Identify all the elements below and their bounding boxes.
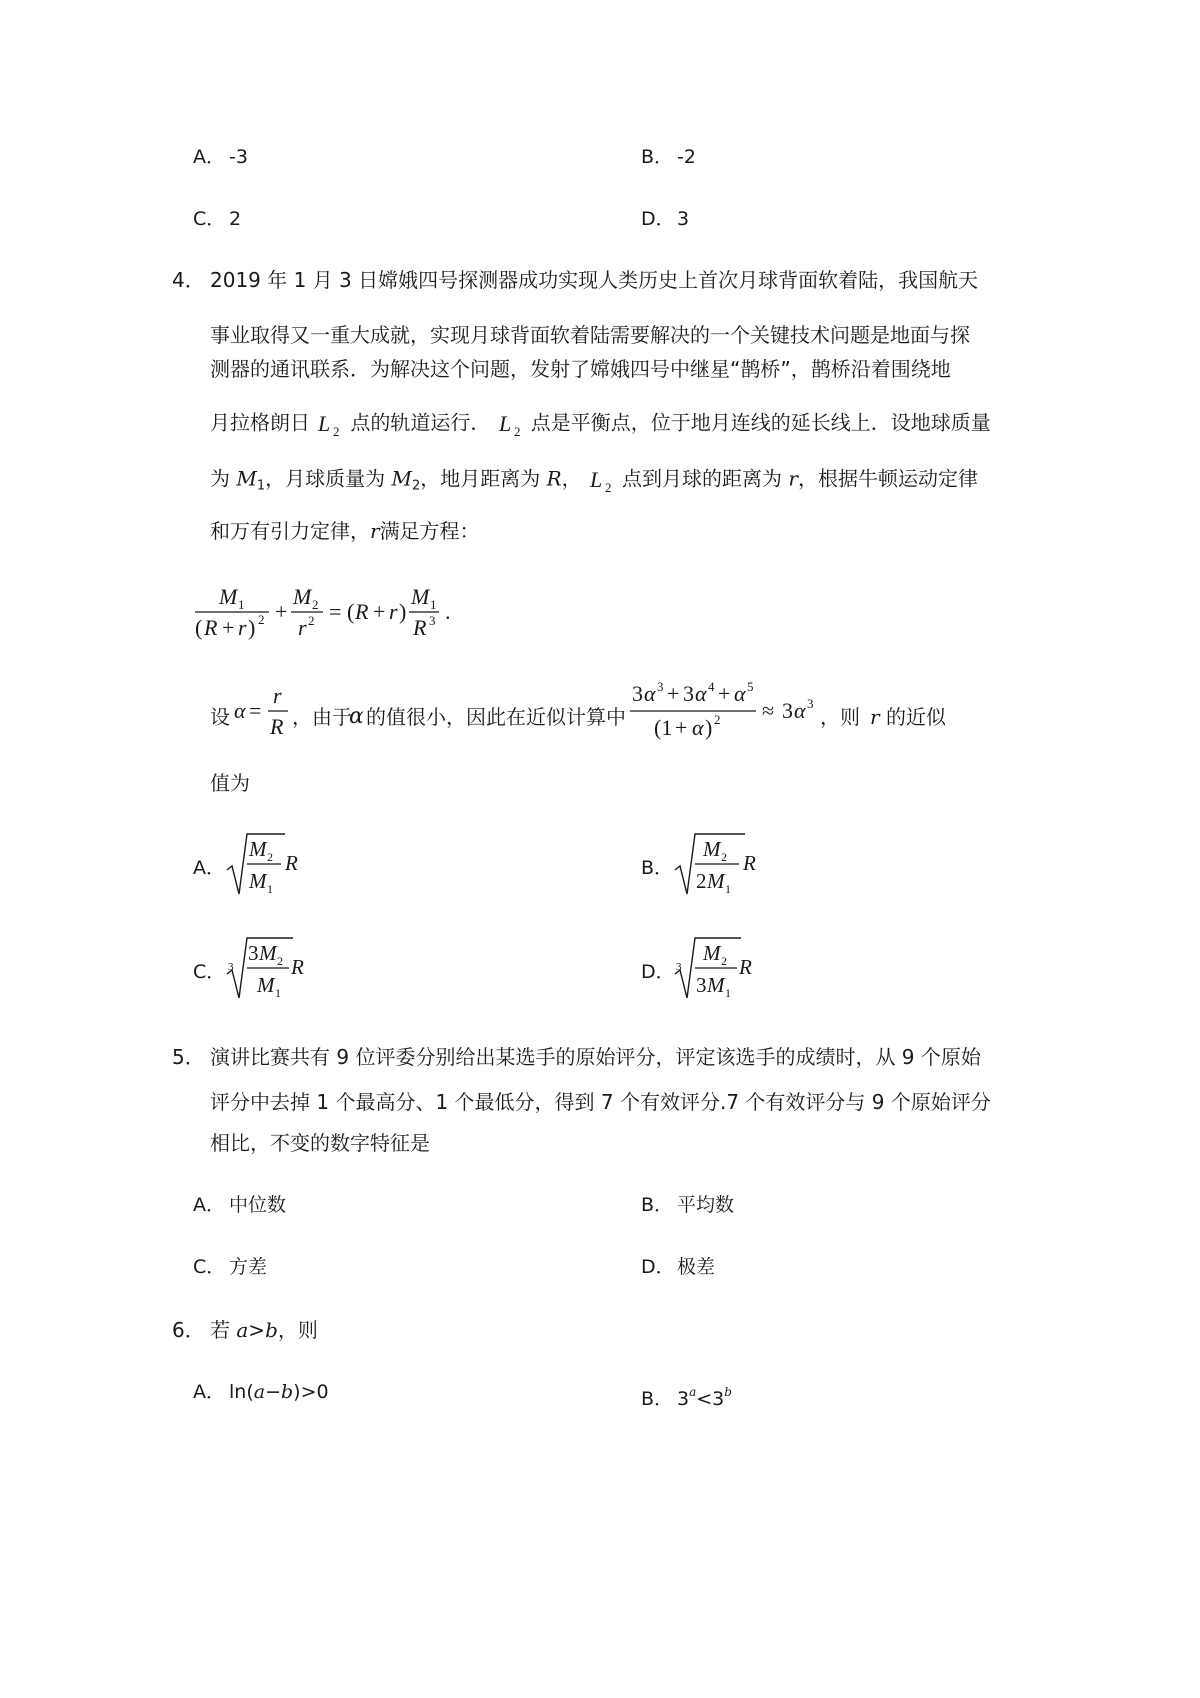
option-label: C． bbox=[193, 208, 226, 230]
option-label: B． bbox=[641, 146, 674, 168]
svg-text:+: + bbox=[718, 681, 731, 706]
alpha-definition bbox=[232, 683, 292, 747]
q3-option-b bbox=[641, 145, 696, 169]
svg-text:2: 2 bbox=[696, 869, 707, 893]
svg-text:R: R bbox=[413, 615, 427, 640]
svg-text:+: + bbox=[675, 715, 688, 740]
svg-text:): ) bbox=[399, 599, 407, 624]
svg-text:+: + bbox=[667, 681, 680, 706]
svg-text:2: 2 bbox=[308, 613, 315, 628]
approximation-formula bbox=[630, 677, 850, 747]
svg-text:): ) bbox=[705, 715, 713, 740]
svg-text:M: M bbox=[703, 941, 721, 965]
svg-text:3: 3 bbox=[782, 698, 793, 723]
svg-text:5: 5 bbox=[747, 679, 754, 694]
exam-page: A． -3 B． -2 C． 2 D． 3 4． 2019 年 1 月 3 日嫦娥四号探测器成功实现人类历史上首次月球背面软着陆，我国航天 事业取得又一重大成就，实现月球背面软着陆需要解决的一个关键技术问题是地面与探 测器的通讯联系．为解决这个问题，发射了嫦娥四号中继星“鹊桥”，鹊桥沿着围绕地 月拉格朗日 L 2 点的轨道运行． L 2 点是平衡点，位于地月连线的延长线上．设地球质量 为 $M_1$，月球质量为 $M_2$，地月距离为 R， L 2 点到月球的距离为 r，根据牛顿运动定律 和万有引力定律，r满足方程： M 1 ( R + r ) 2 + M 2 r 2 = ( R + r ) M 1 R 3 . 设 α = r R ，由于 α 的值很小，因此在近似计算中 3 α 3 + 3 α 4 + α 5 (1 + α ) 2 ≈ 3 α 3 ，则 r 的近似 值为 A． M 2 M 1 R B． M 2 2 M 1 R C． 3 3 M 2 M 1 R D． 3 M 2 3 M 1 R 5． 演讲比赛共有 9 位评委分别给出某选手的原始评分，评定该选手的成绩时，从 9 个原始 评分中去掉 1 个最高分、1 个最低分，得到 7 个有效评分.7 个有效评分与 9 个原始评分 相比，不变的数字特征是 A． 中位数 B． 平均数 C． 方差 D． 极差 6． 若 a>b，则 A． ln(a−b)>0 B． $3^a<3^b$ bbox=[0, 0, 1200, 1698]
svg-text:4: 4 bbox=[708, 679, 715, 694]
svg-text:2: 2 bbox=[258, 612, 265, 627]
svg-text:3: 3 bbox=[807, 696, 814, 711]
svg-text:R: R bbox=[739, 955, 752, 979]
q4-line-2: 事业取得又一重大成就，实现月球背面软着陆需要解决的一个关键技术问题是地面与探 bbox=[210, 323, 970, 347]
q4-line-5: 为 $M_1$，月球质量为 $M_2$，地月距离为 R， L 2 点到月球的距离为 r，根据牛顿运动定律 bbox=[210, 466, 978, 495]
q4-line-9: 值为 bbox=[210, 771, 250, 795]
option-label: D． bbox=[641, 208, 675, 230]
q4-line-4: 月拉格朗日 L 2 点的轨道运行． L 2 点是平衡点，位于地月连线的延长线上．设地球质量 bbox=[210, 410, 991, 439]
svg-text:M: M bbox=[703, 837, 721, 861]
svg-text:α: α bbox=[692, 715, 704, 740]
L2-symbol bbox=[316, 409, 350, 439]
svg-text:≈: ≈ bbox=[762, 698, 775, 723]
svg-text:3: 3 bbox=[228, 961, 234, 973]
q4-option-a-label: A． bbox=[193, 857, 225, 879]
svg-text:(: ( bbox=[195, 615, 203, 640]
q4-option-b-formula bbox=[673, 830, 763, 898]
q5-option-d: D． 极差 bbox=[641, 1256, 716, 1278]
svg-text:1: 1 bbox=[238, 597, 245, 612]
svg-text:α: α bbox=[695, 681, 707, 706]
svg-text:1: 1 bbox=[725, 882, 731, 896]
svg-text:3: 3 bbox=[429, 613, 436, 628]
L2-symbol bbox=[588, 465, 622, 495]
svg-text:2: 2 bbox=[714, 712, 721, 727]
q4-line-3: 测器的通讯联系．为解决这个问题，发射了嫦娥四号中继星“鹊桥”，鹊桥沿着围绕地 bbox=[210, 357, 951, 381]
svg-text:3: 3 bbox=[696, 973, 707, 997]
q4-option-a-formula bbox=[225, 830, 305, 898]
q6-number: 6． bbox=[172, 1318, 205, 1342]
svg-text:): ) bbox=[248, 615, 256, 640]
svg-text:1: 1 bbox=[430, 597, 437, 612]
svg-text:R: R bbox=[743, 851, 756, 875]
q3-option-d bbox=[641, 207, 689, 231]
q5-option-b: B． 平均数 bbox=[641, 1194, 735, 1216]
svg-text:(1: (1 bbox=[654, 715, 673, 740]
svg-text:+: + bbox=[222, 615, 235, 640]
L2-symbol bbox=[497, 409, 531, 439]
q4-option-d-label: D． bbox=[641, 961, 675, 983]
svg-text:R: R bbox=[285, 851, 298, 875]
svg-text:3: 3 bbox=[248, 941, 259, 965]
q4-line-6: 和万有引力定律，r满足方程： bbox=[210, 519, 480, 543]
svg-text:r: r bbox=[238, 615, 247, 640]
q4-option-d-formula bbox=[673, 934, 763, 1002]
svg-text:α: α bbox=[794, 698, 806, 723]
svg-text:M: M bbox=[707, 973, 725, 997]
svg-text:α: α bbox=[734, 681, 746, 706]
q4-option-c-formula bbox=[225, 934, 315, 1002]
q4-line-1: 2019 年 1 月 3 日嫦娥四号探测器成功实现人类历史上首次月球背面软着陆，我国航天 bbox=[210, 268, 979, 292]
q5-option-c: C． 方差 bbox=[193, 1256, 268, 1278]
svg-text:2: 2 bbox=[267, 850, 273, 864]
q4-number: 4． bbox=[172, 268, 205, 292]
option-text: 2 bbox=[229, 208, 242, 230]
q3-option-a bbox=[193, 145, 248, 169]
svg-text:M: M bbox=[249, 837, 267, 861]
svg-text:r: r bbox=[298, 615, 307, 640]
q5-line-3: 相比，不变的数字特征是 bbox=[210, 1131, 430, 1155]
svg-text:M: M bbox=[249, 869, 267, 893]
svg-text:L: L bbox=[318, 411, 331, 436]
svg-text:3: 3 bbox=[676, 961, 682, 973]
svg-text:M: M bbox=[257, 973, 275, 997]
svg-text:r: r bbox=[273, 683, 282, 708]
svg-text:2: 2 bbox=[277, 954, 283, 968]
svg-text:M: M bbox=[219, 584, 238, 609]
q5-option-a: A． 中位数 bbox=[193, 1194, 287, 1216]
svg-text:M: M bbox=[293, 584, 312, 609]
q5-number: 5． bbox=[172, 1045, 205, 1069]
svg-text:=: = bbox=[249, 698, 262, 723]
svg-text:2: 2 bbox=[513, 424, 521, 439]
svg-text:1: 1 bbox=[725, 986, 731, 1000]
option-text: 3 bbox=[677, 208, 690, 230]
svg-text:.: . bbox=[445, 599, 451, 624]
svg-text:L: L bbox=[498, 411, 511, 436]
svg-text:R: R bbox=[291, 955, 304, 979]
svg-text:=: = bbox=[329, 599, 342, 624]
q5-line-2: 评分中去掉 1 个最高分、1 个最低分，得到 7 个有效评分.7 个有效评分与 9 个原始评分 bbox=[210, 1090, 991, 1114]
q6-stem: 若 a>b，则 bbox=[210, 1318, 318, 1342]
svg-text:M: M bbox=[411, 584, 430, 609]
svg-text:1: 1 bbox=[275, 986, 281, 1000]
q5-line-1: 演讲比赛共有 9 位评委分别给出某选手的原始评分，评定该选手的成绩时，从 9 个原始 bbox=[210, 1045, 981, 1069]
svg-text:r: r bbox=[389, 599, 398, 624]
option-text: -3 bbox=[229, 146, 248, 168]
svg-text:2: 2 bbox=[312, 597, 319, 612]
svg-text:(: ( bbox=[347, 599, 355, 624]
svg-text:α: α bbox=[644, 681, 656, 706]
svg-text:R: R bbox=[355, 599, 369, 624]
svg-text:3: 3 bbox=[683, 681, 694, 706]
q4-option-b-label: B． bbox=[641, 857, 674, 879]
svg-text:M: M bbox=[259, 941, 277, 965]
svg-text:2: 2 bbox=[333, 424, 340, 439]
option-text: -2 bbox=[677, 146, 696, 168]
q4-option-c-label: C． bbox=[193, 961, 226, 983]
svg-text:3: 3 bbox=[632, 681, 643, 706]
svg-text:R: R bbox=[204, 615, 218, 640]
option-label: A． bbox=[193, 146, 225, 168]
svg-text:2: 2 bbox=[721, 954, 727, 968]
q6-option-a: A． ln(a−b)>0 bbox=[193, 1381, 329, 1403]
svg-text:M: M bbox=[707, 869, 725, 893]
q6-option-b: B． $3^a<3^b$ bbox=[641, 1385, 732, 1410]
svg-text:1: 1 bbox=[267, 882, 273, 896]
q3-option-c bbox=[193, 207, 241, 231]
svg-text:2: 2 bbox=[721, 850, 727, 864]
svg-text:2: 2 bbox=[605, 480, 612, 495]
svg-text:3: 3 bbox=[657, 679, 664, 694]
newton-gravity-equation bbox=[193, 580, 473, 640]
svg-text:L: L bbox=[590, 467, 603, 492]
svg-text:R: R bbox=[270, 714, 284, 739]
svg-text:α: α bbox=[234, 698, 246, 723]
svg-text:+: + bbox=[275, 599, 288, 624]
svg-text:+: + bbox=[373, 599, 386, 624]
